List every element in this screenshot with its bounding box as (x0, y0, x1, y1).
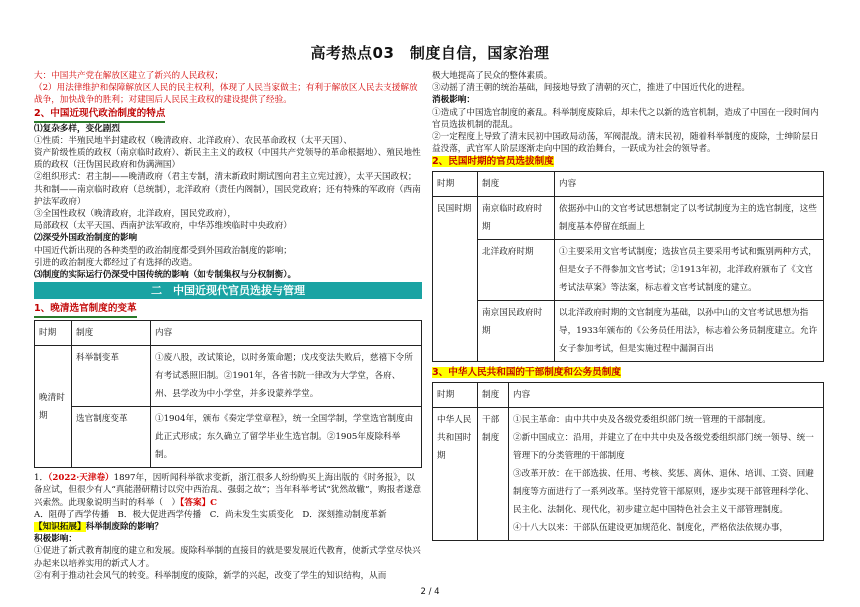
prc-table (432, 382, 824, 541)
content-cell: 依据孙中山的文官考试思想制定了以考试制度为主的选官制度，这些制度基本停留在纸面上 (555, 197, 824, 240)
extension-label: 【知识拓展】 (34, 522, 86, 533)
content-item: ②新中国成立：沿用，并建立了在中共中央及各级党委组织部门统一领导、统一管理下的分类管理的干部制度 (513, 433, 814, 462)
table-row (433, 240, 824, 301)
negative-impact-line: ①造成了中国选官制度的紊乱。科举制度废除后，却未代之以新的选官机制，造成了中国在一段时间内官员选拔机制的混乱。 (432, 107, 819, 130)
content-cell (509, 408, 824, 541)
point-1-line: 资产阶级性质的政权（南京临时政府）、新民主主义的政权（中国共产党领导的革命根据地）、殖民地性质的政权（汪伪国民政府和伪满洲国） (34, 148, 421, 171)
section-heading-text: 2、中国近现代政治制度的特点 (34, 107, 165, 123)
question-options: A．阻碍了西学传播 B．极大促进西学传播 C．尚未发生实质变化 D．深刻推动制度革新 (34, 509, 387, 520)
positive-impact-heading: 积极影响： (34, 534, 77, 545)
table-header: 内容 (509, 383, 824, 408)
table-header: 制度 (478, 172, 555, 197)
point-1-line: ③全国性政权（晚清政府，北洋政府，国民党政府）， (34, 209, 236, 220)
table-header: 时期 (433, 383, 478, 408)
section-heading-late-qing (34, 302, 422, 318)
section-heading-text: 3、中华人民共和国的干部制度和公务员制度 (432, 367, 621, 379)
negative-impact-line: ②一定程度上导致了清末民初中国政局动荡，军阀混战。清末民初，随着科举制度的废除，士绅阶层日益没落，武官军人阶层逐渐走向中国的政治舞台，一跃成为社会的领导者。 (432, 132, 819, 155)
section-heading-republic (432, 155, 824, 169)
point-2-heading: ⑵深受外国政治制度的影响 (34, 233, 138, 244)
point-2-line: 中国近代新出现的各种类型的政治制度都受到外国政治制度的影响； (34, 245, 292, 256)
content-cell: ①废八股，改试策论，以时务策命题；戊戌变法失败后，慈禧下令所有考试悉照旧制。②1901年，各省书院一律改为大学堂，各府、州、县学改为中小学堂，并多设蒙养学堂。 (151, 346, 422, 407)
content-item: ③改革开放：在干部选拔、任用、考核、奖惩、离休、退休、培训、工资、回避制度等方面进行了一系列改革。坚持党管干部原则，逐步实现干部管理科学化、民主化、法制化、现代化，初步建立起中国特色社会主义干部管理制度。 (513, 469, 814, 516)
system-cell: 北洋政府时期 (478, 240, 555, 301)
late-qing-table (34, 320, 422, 468)
content-item: ①民主革命：由中共中央及各级党委组织部门统一管理的干部制度。 (513, 415, 771, 426)
system-cell: 干部制度 (478, 408, 509, 541)
intro-red-paragraph: （2）用法律维护和保障解放区人民的民主权利，体现了人民当家做主；有利于解放区人民去支援解放战争，加快战争的胜利；对建国后人民民主政权的建设提供了经验。 (34, 83, 418, 106)
system-cell: 选官制度变革 (72, 407, 151, 468)
point-1-line: ②组织形式：君主制——晚清政府（君主专制，清末新政时期试图向君主立宪过渡），太平天国政权； (34, 172, 417, 183)
extension-text: 科举制废除的影响？ (85, 522, 163, 533)
question-block (34, 472, 422, 509)
point-1-line: 局部政权（太平天国、西南护法军政府，中华苏维埃临时中央政府） (34, 221, 292, 232)
question-answer: 【答案】C (180, 497, 218, 508)
knowledge-extension (34, 521, 422, 533)
continued-line: ③动摇了清王朝的统治基础，间接地导致了清朝的灭亡，推进了中国近代化的进程。 (432, 83, 750, 94)
republic-table (432, 171, 824, 362)
right-column (432, 70, 824, 545)
table-header-row (433, 172, 824, 197)
table-header: 内容 (555, 172, 824, 197)
point-1-heading: ⑴复杂多样，变化剧烈 (34, 123, 120, 134)
content-item: ④十八大以来：干部队伍建设更加规范化、制度化，严格依法依规办事， (513, 523, 789, 534)
positive-impact-line: ②有利于推动社会风气的转变。科举制度的废除，新学的兴起，改变了学生的知识结构，从而 (34, 570, 387, 581)
table-row (433, 301, 824, 362)
question-text: 1897年，因听闻科举欲求变新，浙江很多人纷纷购买上海出版的《时务报》，以备应试，但很少有人“真能潜研精讨以究中西治乱、强弱之故”；当年科举考试“犹然故辙”，购报者遂意兴索然。此现象说明当时的科举（ ） (34, 473, 422, 508)
section-heading-features (34, 107, 422, 123)
content-cell: 以北洋政府时期的文官制度为基础，以孙中山的文官考试思想为指导，1933年颁布的《公务员任用法》，标志着公务员制度建立。允许女子参加考试，但是实施过程中漏洞百出 (555, 301, 824, 362)
section-banner: 二 中国近现代官员选拔与管理 (34, 282, 422, 299)
page-title: 高考热点03 制度自信，国家治理 (310, 44, 550, 62)
period-cell: 民国时期 (433, 197, 478, 362)
point-1-line: ①性质：半殖民地半封建政权（晚清政府、北洋政府）、农民革命政权（太平天国）、 (34, 135, 352, 146)
table-row (35, 346, 422, 407)
section-heading-prc (432, 366, 824, 380)
positive-impact-line: ①促进了新式教育制度的建立和发展。废除科举制的直接目的就是要发展近代教育，使新式学堂尽快兴办起来以培养实用的新式人才。 (34, 546, 421, 569)
system-cell: 科举制变革 (72, 346, 151, 407)
period-cell: 中华人民共和国时期 (433, 408, 478, 541)
point-3-heading: ⑶制度的实际运行仍深受中国传统的影响（如专制集权与分权制衡）。 (34, 270, 297, 281)
table-header-row (35, 321, 422, 346)
question-source: （2022·天津卷） (48, 473, 114, 484)
table-header: 内容 (151, 321, 422, 346)
system-cell: 南京临时政府时期 (478, 197, 555, 240)
point-1-line: 共和制——南京临时政府（总统制），北洋政府（责任内阁制），国民党政府；还有特殊的军政府（西南护法军政府） (34, 184, 421, 207)
table-row (433, 408, 824, 541)
table-row (433, 197, 824, 240)
point-2-line: 引进的政治制度大都经过了有选择的改造。 (34, 257, 198, 268)
left-column (34, 70, 422, 582)
section-heading-text: 2、民国时期的官员选拔制度 (432, 156, 554, 168)
negative-impact-heading: 消极影响： (432, 95, 475, 106)
table-row (35, 407, 422, 468)
continued-line: 极大地提高了民众的整体素质。 (432, 71, 553, 81)
table-header: 时期 (433, 172, 478, 197)
table-header: 制度 (72, 321, 151, 346)
intro-red-line: 大：中国共产党在解放区建立了新兴的人民政权； (34, 71, 224, 81)
table-header: 制度 (478, 383, 509, 408)
table-header: 时期 (35, 321, 72, 346)
section-heading-text: 1、晚清选官制度的变革 (34, 302, 137, 318)
page-number: 2 / 4 (420, 587, 440, 597)
content-cell: ①1904年，颁布《奏定学堂章程》，统一全国学制，学堂选官制度由此正式形成；东久确立了留学毕业生选官制。②1905年废除科举制。 (151, 407, 422, 468)
period-cell: 晚清时期 (35, 346, 72, 468)
content-cell: ①主要采用文官考试制度；选拔官员主要采用考试和甄别两种方式，但是女子不得参加文官考试；②1913年初，北洋政府颁布了《文官考试法草案》等法案，标志着文官考试制度的建立。 (555, 240, 824, 301)
question-number: 1． (34, 473, 49, 484)
system-cell: 南京国民政府时期 (478, 301, 555, 362)
table-header-row (433, 383, 824, 408)
